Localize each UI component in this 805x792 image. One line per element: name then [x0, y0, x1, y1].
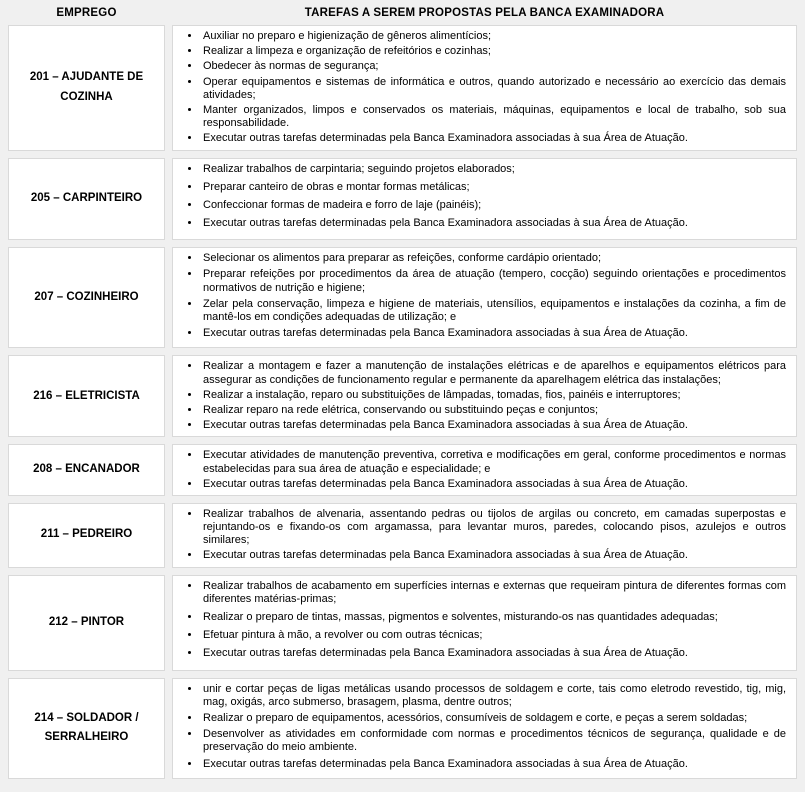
- table-row: [8, 444, 797, 496]
- tasks-cell: [172, 575, 797, 671]
- job-cell: 214 – SOLDADOR / SERRALHEIRO: [8, 678, 165, 779]
- task-item: • Obedecer às normas de segurança;: [201, 60, 786, 73]
- task-item: • Realizar reparo na rede elétrica, conservando ou substituindo peças e conjuntos;: [201, 404, 786, 417]
- task-list: [173, 30, 786, 146]
- tasks-cell: [172, 247, 797, 348]
- job-cell: 208 – ENCANADOR: [8, 444, 165, 496]
- task-item: • Preparar canteiro de obras e montar formas metálicas;: [201, 181, 786, 194]
- task-item: • Preparar refeições por procedimentos da área de atuação (tempero, cocção) seguindo orientações e procedimentos normativos de nutrição e higiene;: [201, 268, 786, 294]
- task-list: [173, 683, 786, 774]
- task-list: [173, 508, 786, 563]
- table-header: [8, 0, 797, 25]
- task-item: • Executar atividades de manutenção preventiva, corretiva e modificações em geral, conforme procedimentos e normas estabelecidas para sua área de atuação e especialidade; e: [201, 449, 786, 475]
- task-list: [173, 163, 786, 236]
- table-row: [8, 247, 797, 348]
- task-list: [173, 360, 786, 432]
- job-cell: 211 – PEDREIRO: [8, 503, 165, 568]
- task-item: • Selecionar os alimentos para preparar as refeições, conforme cardápio orientado;: [201, 252, 786, 265]
- task-list: [173, 252, 786, 343]
- tasks-cell: [172, 678, 797, 779]
- task-item: • Executar outras tarefas determinadas pela Banca Examinadora associadas à sua Área de Atuação.: [201, 132, 786, 145]
- job-cell: 201 – AJUDANTE DE COZINHA: [8, 25, 165, 151]
- task-item: • Executar outras tarefas determinadas pela Banca Examinadora associadas à sua Área de Atuação.: [201, 419, 786, 432]
- task-item: • Executar outras tarefas determinadas pela Banca Examinadora associadas à sua Área de Atuação.: [201, 217, 786, 230]
- task-item: • Desenvolver as atividades em conformidade com normas e procedimentos técnicos de segurança, qualidade e de preservação do meio ambiente.: [201, 728, 786, 754]
- task-item: • Realizar o preparo de equipamentos, acessórios, consumíveis de soldagem e corte, e peças a serem soldadas;: [201, 712, 786, 725]
- table-row: [8, 25, 797, 151]
- tasks-cell: [172, 158, 797, 241]
- tasks-cell: [172, 355, 797, 437]
- task-item: • Confeccionar formas de madeira e forro de laje (painéis);: [201, 199, 786, 212]
- task-item: • Executar outras tarefas determinadas pela Banca Examinadora associadas à sua Área de Atuação.: [201, 647, 786, 660]
- task-item: • Realizar trabalhos de acabamento em superfícies internas e externas que requeiram pintura de diferentes formas com diferentes matérias-primas;: [201, 580, 786, 606]
- task-item: • Realizar a montagem e fazer a manutenção de instalações elétricas e de aparelhos e equipamentos elétricos para assegurar as condições de funcionamento regular e permanente da aparelhagem elétrica das instalações;: [201, 360, 786, 386]
- task-item: • Executar outras tarefas determinadas pela Banca Examinadora associadas à sua Área de Atuação.: [201, 327, 786, 340]
- task-item: • Realizar a instalação, reparo ou substituições de lâmpadas, tomadas, fios, painéis e interruptores;: [201, 389, 786, 402]
- task-item: • Realizar trabalhos de alvenaria, assentando pedras ou tijolos de argilas ou concreto, em camadas superpostas e rejuntando-os e fixando-os com argamassa, para levantar muros, paredes, colocando pisos, azulejos e outros similares;: [201, 508, 786, 548]
- task-item: • Efetuar pintura à mão, a revolver ou com outras técnicas;: [201, 629, 786, 642]
- task-item: • unir e cortar peças de ligas metálicas usando processos de soldagem e corte, tais como eletrodo revestido, tig, mig, mag, oxigás, arco submerso, brasagem, plasma, dentre outros;: [201, 683, 786, 709]
- task-list: [173, 580, 786, 666]
- table-row: [8, 678, 797, 779]
- job-cell: 207 – COZINHEIRO: [8, 247, 165, 348]
- task-item: • Executar outras tarefas determinadas pela Banca Examinadora associadas à sua Área de Atuação.: [201, 549, 786, 562]
- task-item: • Executar outras tarefas determinadas pela Banca Examinadora associadas à sua Área de Atuação.: [201, 478, 786, 491]
- task-item: • Realizar trabalhos de carpintaria; seguindo projetos elaborados;: [201, 163, 786, 176]
- table-row: [8, 355, 797, 437]
- task-item: • Zelar pela conservação, limpeza e higiene de materiais, utensílios, equipamentos e instalações da cozinha, a fim de mantê-los em condições adequadas de utilização; e: [201, 298, 786, 324]
- header-col-emprego: EMPREGO: [56, 7, 117, 19]
- tasks-cell: [172, 503, 797, 568]
- table-row: [8, 575, 797, 671]
- job-cell: 216 – ELETRICISTA: [8, 355, 165, 437]
- tasks-cell: [172, 444, 797, 496]
- task-item: • Operar equipamentos e sistemas de informática e outros, quando autorizado e necessário ao exercício das demais atividades;: [201, 76, 786, 102]
- task-item: • Manter organizados, limpos e conservados os materiais, máquinas, equipamentos e local de trabalho, sob sua responsabilidade.: [201, 104, 786, 130]
- tasks-cell: [172, 25, 797, 151]
- table-body: [8, 25, 797, 779]
- table-row: [8, 158, 797, 241]
- task-item: • Auxiliar no preparo e higienização de gêneros alimentícios;: [201, 30, 786, 43]
- task-list: [173, 449, 786, 491]
- task-item: • Realizar o preparo de tintas, massas, pigmentos e solventes, misturando-os nas quantidades adequadas;: [201, 611, 786, 624]
- task-item: • Realizar a limpeza e organização de refeitórios e cozinhas;: [201, 45, 786, 58]
- job-cell: 212 – PINTOR: [8, 575, 165, 671]
- task-item: • Executar outras tarefas determinadas pela Banca Examinadora associadas à sua Área de Atuação.: [201, 758, 786, 771]
- header-col-tarefas: TAREFAS A SEREM PROPOSTAS PELA BANCA EXAMINADORA: [304, 7, 665, 19]
- table-row: [8, 503, 797, 568]
- job-cell: 205 – CARPINTEIRO: [8, 158, 165, 241]
